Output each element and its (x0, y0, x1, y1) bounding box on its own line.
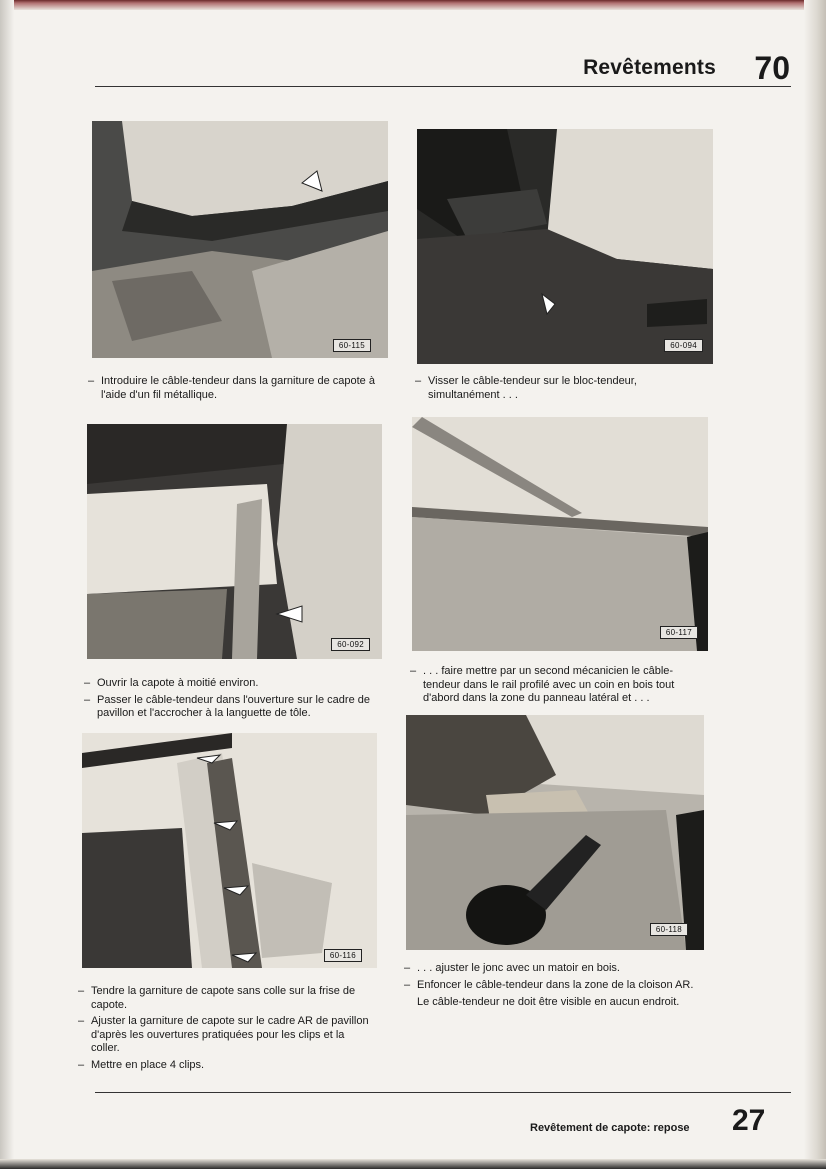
page-right-edge (804, 0, 826, 1169)
page-number: 27 (732, 1104, 766, 1137)
photo-60-117 (412, 417, 708, 651)
caption-4 (410, 665, 708, 709)
caption-item: – Ouvrir la capote à moitié environ. (84, 677, 259, 689)
caption-item: – . . . faire mettre par un second mécanicien le câble-tendeur dans le rail profilé avec un coin en bois tout d'abord dans la zone du panneau latéral et . . . (410, 665, 675, 704)
caption-1 (88, 375, 384, 405)
caption-note: Le câble-tendeur ne doit être visible en aucun endroit. (417, 996, 680, 1008)
header-rule (95, 86, 791, 87)
caption-item: – Introduire le câble-tendeur dans la garniture de capote à l'aide d'un fil métallique. (88, 375, 375, 401)
photo-60-118 (406, 715, 704, 950)
figure-id-label: 60-092 (331, 638, 370, 651)
caption-6 (404, 962, 702, 1010)
figure-id-label: 60-116 (324, 949, 362, 962)
page-bottom-edge (0, 1159, 826, 1169)
photo-60-115 (92, 121, 388, 358)
caption-item: – Passer le câble-tendeur dans l'ouverture sur le cadre de pavillon et l'accrocher à la languette de tôle. (84, 693, 370, 719)
figure-id-label: 60-118 (650, 923, 688, 936)
caption-item: – . . . ajuster le jonc avec un matoir en bois. (404, 962, 620, 974)
footer-rule (95, 1092, 791, 1093)
footer-title: Revêtement de capote: repose (530, 1122, 690, 1134)
caption-3 (84, 677, 380, 724)
figure-id-label: 60-117 (660, 626, 698, 639)
caption-5 (78, 985, 374, 1075)
binding-shadow (0, 0, 14, 1169)
page-top-edge (0, 0, 826, 10)
caption-2 (415, 375, 705, 405)
caption-item: – Ajuster la garniture de capote sur le cadre AR de pavillon d'après les ouvertures pratiquées pour les clips et la coller. (78, 1015, 369, 1054)
photo-60-092 (87, 424, 382, 659)
caption-item: – Tendre la garniture de capote sans colle sur la frise de capote. (78, 985, 356, 1011)
photo-60-094 (417, 129, 713, 364)
section-number: 70 (754, 50, 790, 86)
caption-item: – Mettre en place 4 clips. (78, 1058, 205, 1071)
caption-item: – Visser le câble-tendeur sur le bloc-tendeur, simultanément . . . (415, 375, 637, 401)
photo-60-116 (82, 733, 377, 968)
figure-id-label: 60-094 (664, 339, 703, 352)
caption-item: – Enfoncer le câble-tendeur dans la zone de la cloison AR. (404, 978, 694, 991)
section-title: Revêtements (583, 56, 716, 79)
figure-id-label: 60-115 (333, 339, 371, 352)
